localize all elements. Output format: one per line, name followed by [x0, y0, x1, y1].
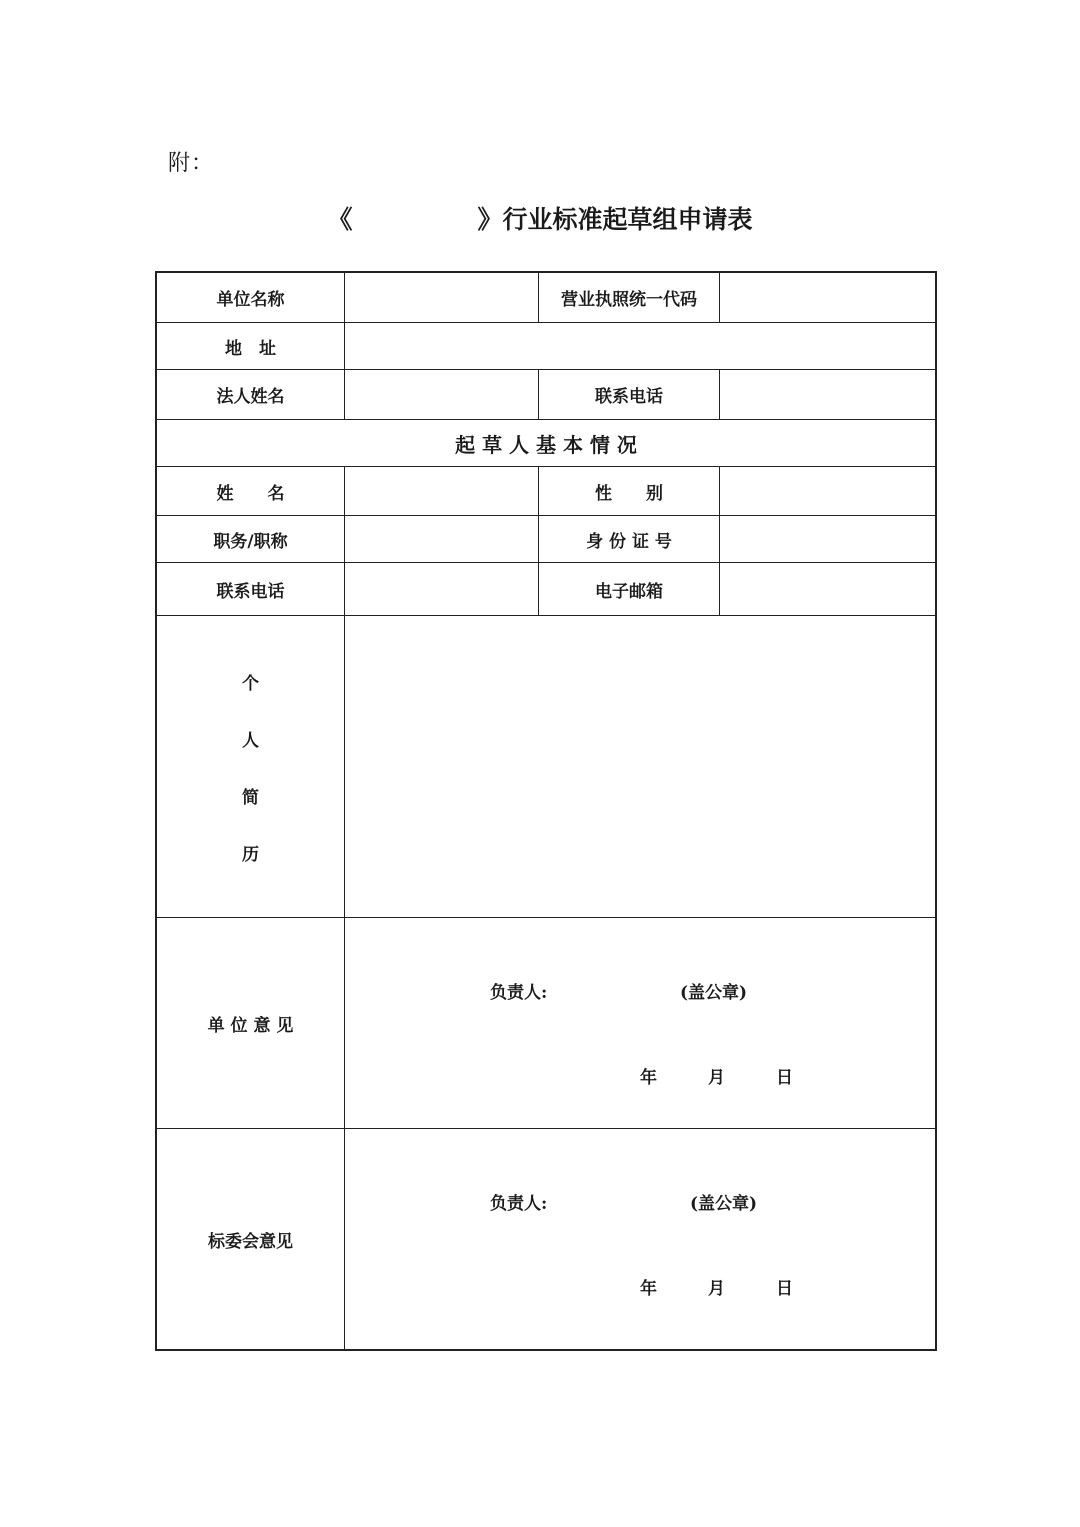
email-field[interactable] [720, 563, 935, 616]
resume-label-char: 历 [242, 844, 259, 865]
committee-opinion-responsible-label: 负责人: [490, 1194, 548, 1214]
drafter-phone-label: 联系电话 [157, 563, 345, 616]
license-code-label: 营业执照统一代码 [539, 273, 720, 323]
attachment-label: 附： [168, 151, 215, 176]
unit-opinion-seal-label: (盖公章) [680, 983, 748, 1003]
committee-opinion-label: 标委会意见 [157, 1129, 345, 1350]
resume-label-char: 简 [242, 787, 259, 808]
committee-opinion-area[interactable] [345, 1129, 935, 1350]
unit-contact-phone-field[interactable] [720, 370, 935, 420]
drafter-section-heading: 起 草 人 基 本 情 况 [157, 420, 935, 467]
committee-opinion-date-label: 年 月 日 [640, 1279, 793, 1299]
unit-opinion-area[interactable] [345, 918, 935, 1129]
resume-label-char: 个 [242, 673, 259, 694]
position-title-label: 职务/职称 [157, 516, 345, 563]
email-label: 电子邮箱 [539, 563, 720, 616]
gender-label: 性 别 [539, 467, 720, 516]
resume-label-char: 人 [242, 730, 259, 751]
application-form-table [155, 271, 937, 1351]
committee-opinion-seal-label: (盖公章) [690, 1194, 758, 1214]
resume-field[interactable] [345, 616, 935, 918]
position-title-field[interactable] [345, 516, 539, 563]
unit-name-label: 单位名称 [157, 273, 345, 323]
form-title: 《 》行业标准起草组申请表 [327, 205, 753, 234]
unit-opinion-date-label: 年 月 日 [640, 1068, 793, 1088]
drafter-phone-field[interactable] [345, 563, 539, 616]
address-field[interactable] [345, 323, 935, 370]
unit-name-field[interactable] [345, 273, 539, 323]
legal-person-label: 法人姓名 [157, 370, 345, 420]
address-label: 地 址 [157, 323, 345, 370]
unit-contact-phone-label: 联系电话 [539, 370, 720, 420]
id-number-label: 身 份 证 号 [539, 516, 720, 563]
legal-person-field[interactable] [345, 370, 539, 420]
gender-field[interactable] [720, 467, 935, 516]
drafter-name-field[interactable] [345, 467, 539, 516]
id-number-field[interactable] [720, 516, 935, 563]
drafter-name-label: 姓 名 [157, 467, 345, 516]
unit-opinion-responsible-label: 负责人: [490, 983, 548, 1003]
license-code-field[interactable] [720, 273, 935, 323]
resume-label [157, 616, 345, 918]
unit-opinion-label: 单 位 意 见 [157, 918, 345, 1129]
